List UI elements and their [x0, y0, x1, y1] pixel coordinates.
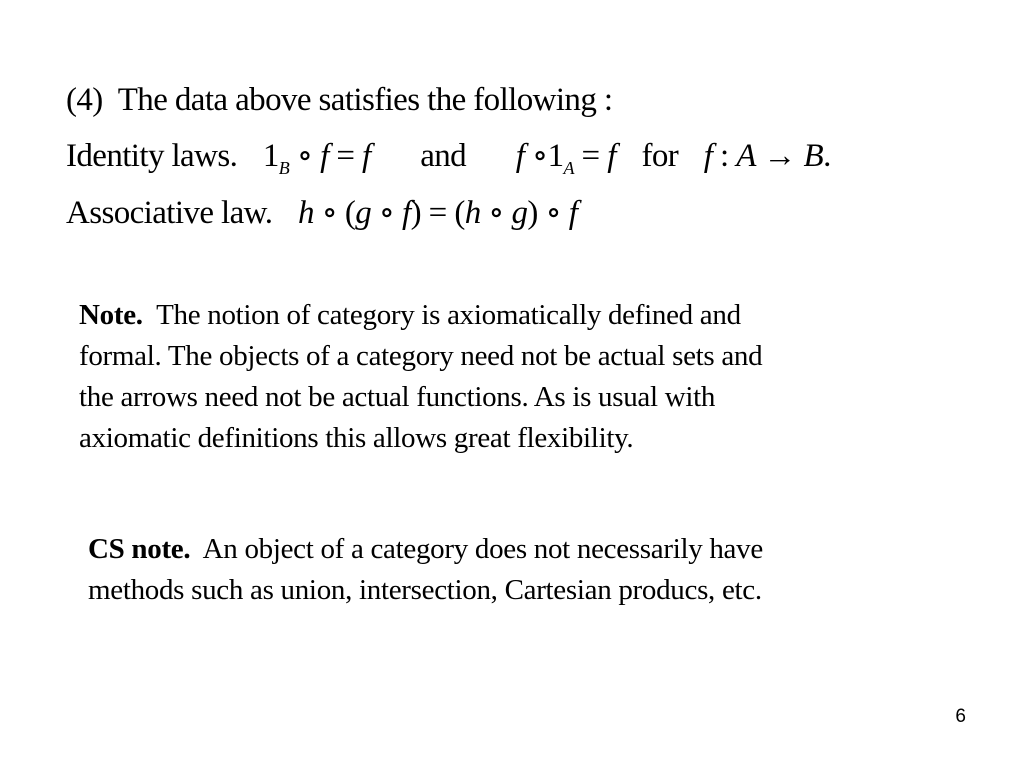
- conditions-heading-text: The data above satisfies the following :: [117, 82, 613, 118]
- morphism-f: f: [362, 138, 371, 174]
- compose-symbol: ∘: [296, 138, 313, 174]
- left-paren: (: [344, 195, 356, 231]
- associative-law-label: Associative law.: [66, 195, 273, 231]
- object-a: A: [736, 138, 756, 174]
- identity-term: $1_A$: [547, 138, 574, 178]
- right-paren: ): [527, 195, 538, 231]
- identity-laws: [66, 136, 831, 180]
- cs-note-lead: CS note.: [88, 533, 191, 565]
- morphism-g: g: [355, 195, 372, 231]
- note-line: axiomatic definitions this allows great flexibility.: [79, 422, 634, 454]
- compose-symbol: ∘: [531, 138, 548, 174]
- cs-note-line: methods such as union, intersection, Cartesian producs, etc.: [88, 574, 762, 606]
- associative-law: [66, 193, 577, 233]
- page-number: 6: [955, 706, 966, 727]
- morphism-h: h: [464, 195, 481, 231]
- morphism-f: f: [515, 138, 525, 174]
- morphism-f: f: [568, 195, 578, 231]
- morphism-f: f: [402, 195, 411, 231]
- morphism-f: f: [320, 138, 329, 174]
- note-lead: Note.: [79, 299, 143, 331]
- for-text: for: [641, 138, 679, 174]
- compose-symbol: ∘: [545, 195, 562, 231]
- morphism-f: f: [607, 138, 616, 174]
- object-b: B: [803, 138, 824, 174]
- right-paren: ): [410, 195, 421, 231]
- note-paragraph: [79, 295, 939, 459]
- cs-note-line: CS note. An object of a category does not necessarily have: [88, 533, 763, 565]
- equals-symbol: =: [336, 138, 355, 174]
- morphism-f: f: [703, 138, 713, 174]
- equals-symbol: =: [581, 138, 600, 174]
- morphism-h: h: [298, 195, 314, 231]
- identity-laws-label: Identity laws.: [66, 138, 238, 174]
- conditions-heading: [66, 80, 612, 120]
- note-line: the arrows need not be actual functions. As is usual with: [79, 381, 716, 413]
- compose-symbol: ∘: [488, 195, 504, 231]
- morphism-g: g: [511, 195, 528, 231]
- item-number: (4): [66, 82, 103, 118]
- left-paren: (: [454, 195, 465, 231]
- cs-note-paragraph: [88, 529, 948, 611]
- period: .: [823, 138, 831, 174]
- colon-symbol: :: [720, 138, 729, 174]
- compose-symbol: ∘: [378, 195, 395, 231]
- identity-term: $1_B$: [262, 138, 290, 178]
- and-text: and: [420, 138, 467, 174]
- equals-symbol: =: [428, 195, 447, 231]
- note-line: formal. The objects of a category need not be actual sets and: [79, 340, 763, 372]
- compose-symbol: ∘: [321, 195, 338, 231]
- note-line: Note. The notion of category is axiomatically defined and: [79, 299, 741, 331]
- arrow-symbol: →: [763, 138, 796, 174]
